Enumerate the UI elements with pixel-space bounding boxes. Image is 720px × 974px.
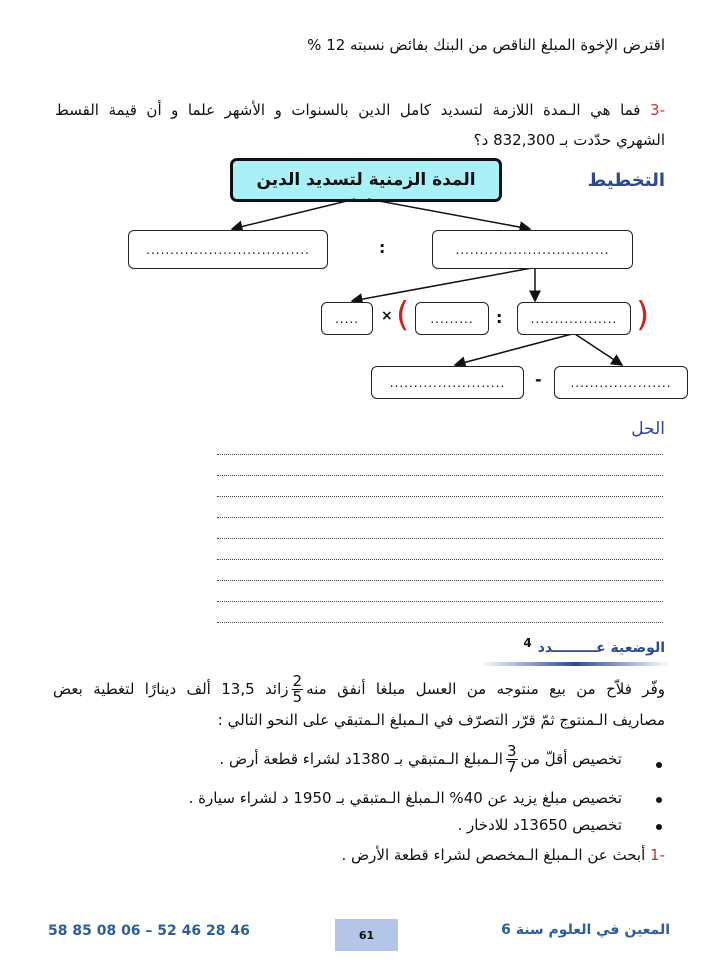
answer-line[interactable] xyxy=(217,496,663,497)
text: وفّر فلاّح من بيع منتوجه من العسل مبلغا أنفق منه xyxy=(306,680,665,698)
divide-operator: : xyxy=(496,308,503,327)
heading-underline xyxy=(480,662,670,666)
planning-label: التخطيط xyxy=(587,170,665,191)
solution-label: الحل xyxy=(631,419,665,439)
arrow xyxy=(575,334,622,365)
answer-line[interactable] xyxy=(217,559,663,560)
question-3-line-2: الشهري حدّدت بـ 832,300 د؟ xyxy=(473,131,665,149)
bullet-item: تخصيص 13650د للادخار . xyxy=(457,816,622,834)
divide-operator: : xyxy=(379,238,386,257)
minus-operator: - xyxy=(535,370,542,389)
footer-phones: 58 85 08 06 – 52 46 28 46 xyxy=(48,923,250,939)
arrow xyxy=(232,199,355,229)
numerator: 2 xyxy=(292,672,303,690)
answer-line[interactable] xyxy=(217,622,663,623)
page-number: 61 xyxy=(335,919,398,951)
text: الـمبلغ الـمتبقي بـ 1380د لشراء قطعة أرض . xyxy=(219,750,503,768)
bullet-icon xyxy=(656,762,662,768)
bullet-item: تخصيص مبلغ يزيد عن 40% الـمبلغ الـمتبقي بـ 1950 د لشراء سيارة . xyxy=(188,789,622,807)
bullet-icon xyxy=(656,797,662,803)
answer-line[interactable] xyxy=(217,580,663,581)
multiply-operator: × xyxy=(381,308,393,324)
blank-box[interactable]: ..................... xyxy=(554,366,688,399)
answer-line[interactable] xyxy=(217,454,663,455)
situation-heading xyxy=(523,636,665,656)
footer-brand: المعين في العلوم سنة 6 xyxy=(501,922,670,938)
paragraph-line-1 xyxy=(53,674,665,705)
diagram-title-box: المدة الزمنية لتسديد الدين xyxy=(230,158,502,202)
blank-box[interactable]: .................. xyxy=(517,302,631,335)
situation-number: 4 xyxy=(523,636,532,650)
text: تخصيص أقلّ من xyxy=(520,750,622,768)
blank-box[interactable]: ................................ xyxy=(432,230,633,269)
numerator: 3 xyxy=(506,742,517,760)
arrow xyxy=(352,268,532,301)
open-paren: ( xyxy=(396,295,410,335)
intro-line: اقترض الإخوة المبلغ الناقص من البنك بفائض نسبته 12 % xyxy=(307,36,665,54)
answer-line[interactable] xyxy=(217,538,663,539)
close-paren: ) xyxy=(636,295,650,335)
fraction xyxy=(506,744,518,775)
blank-box[interactable]: ......... xyxy=(415,302,489,335)
question-1 xyxy=(342,846,665,864)
arrow xyxy=(455,334,572,365)
answer-line[interactable] xyxy=(217,601,663,602)
arrow xyxy=(368,199,530,229)
paragraph-line-2: مصاريف الـمنتوج ثمّ قرّر التصرّف في الـمبلغ الـمتبقي على النحو التالي : xyxy=(217,711,665,729)
denominator: 7 xyxy=(506,758,517,776)
fraction xyxy=(292,674,304,705)
text: زائد 13,5 ألف دينارًا لتغطية بعض xyxy=(53,680,289,698)
blank-box[interactable]: ..... xyxy=(321,302,373,335)
situation-title: الوضعية عـــــــــدد xyxy=(537,640,665,656)
bullet-item xyxy=(219,744,622,775)
question-number: -1 xyxy=(650,846,665,864)
blank-box[interactable]: .................................. xyxy=(128,230,328,269)
question-text: فما هي الـمدة اللازمة لتسديد كامل الدين بالسنوات و الأشهر علما و أن قيمة القسط xyxy=(55,101,641,119)
diagram-arrows xyxy=(0,0,720,420)
answer-line[interactable] xyxy=(217,517,663,518)
question-text: أبحث عن الـمبلغ الـمخصص لشراء قطعة الأرض . xyxy=(341,846,646,864)
answer-line[interactable] xyxy=(217,475,663,476)
blank-box[interactable]: ........................ xyxy=(371,366,524,399)
bullet-icon xyxy=(656,824,662,830)
question-number: -3 xyxy=(650,101,665,119)
denominator: 5 xyxy=(292,688,303,706)
